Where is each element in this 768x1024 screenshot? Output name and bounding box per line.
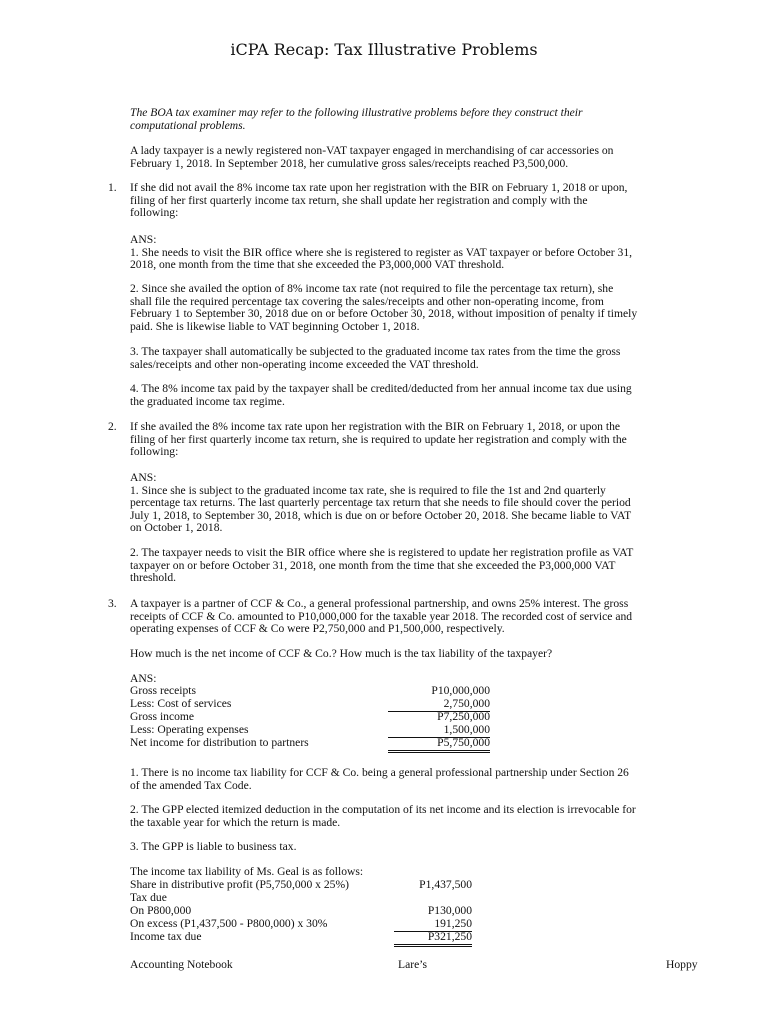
note-line: of the amended Tax Code. xyxy=(130,778,252,792)
answer-paragraph xyxy=(130,383,682,408)
scenario-line: A lady taxpayer is a newly registered non-VAT taxpayer engaged in merchandising of car accessories on xyxy=(130,144,614,157)
question-line: If she availed the 8% income tax rate upon her registration with the BIR on February 1, 2018, or upon the xyxy=(130,420,621,433)
note-line: the taxable year for which the return is made. xyxy=(130,815,341,829)
answer-line: threshold. xyxy=(130,571,177,585)
row-amount: P7,250,000 xyxy=(437,710,490,723)
answer-line: 2. Since she availed the option of 8% income tax rate (not required to file the percentage tax return), she xyxy=(130,282,614,295)
scenario-line: February 1, 2018. In September 2018, her cumulative gross sales/receipts reached P3,500,000. xyxy=(130,156,569,170)
question-line: filing of her first quarterly income tax return, she shall update her registration and comply with the xyxy=(130,193,588,207)
question-line: following: xyxy=(130,206,179,220)
footer-right: Hoppy xyxy=(666,958,698,971)
answer-line: 3. The taxpayer shall automatically be subjected to the graduated income tax rates from the time the gross xyxy=(130,345,621,358)
note-line: 3. The GPP is liable to business tax. xyxy=(130,840,297,853)
ans-label: ANS: xyxy=(130,471,157,484)
intro-note-line: The BOA tax examiner may refer to the following illustrative problems before they construct their xyxy=(130,106,583,119)
question-line: A taxpayer is a partner of CCF & Co., a general professional partnership, and owns 25% interest. The gross xyxy=(130,597,629,610)
answer-line: July 1, 2018, to September 30, 2018, which is due on or before October 20, 2018. She became liable to VAT xyxy=(130,508,632,522)
row-label: Gross income xyxy=(130,710,195,723)
answer-line: the graduated income tax regime. xyxy=(130,394,285,408)
question-line: receipts of CCF & Co. amounted to P10,000,000 for the taxable year 2018. The recorded cost of service and xyxy=(130,609,633,623)
row-label: Income tax due xyxy=(130,930,202,943)
note-line: 2. The GPP elected itemized deduction in the computation of its net income and its election is irrevocable for xyxy=(130,803,636,816)
row-label: Net income for distribution to partners xyxy=(130,736,309,749)
answer-line: sales/receipts and other non-operating income exceeded the VAT threshold. xyxy=(130,357,479,371)
question-line: operating expenses of CCF & Co were P2,750,000 and P1,500,000, respectively. xyxy=(130,622,505,636)
question-2-answer xyxy=(130,472,682,535)
note-paragraph xyxy=(130,804,682,829)
scenario-paragraph xyxy=(130,145,682,170)
question-2-text xyxy=(130,421,682,459)
liability-intro: The income tax liability of Ms. Geal is as follows: xyxy=(130,865,364,878)
answer-paragraph xyxy=(130,283,682,333)
table-row xyxy=(130,931,472,944)
row-amount: 2,750,000 xyxy=(388,698,490,712)
answer-line: 2018, one month from the time that she exceeded the P3,000,000 VAT threshold. xyxy=(130,258,505,272)
intro-note-line: computational problems. xyxy=(130,118,246,132)
row-amount: P10,000,000 xyxy=(431,684,490,697)
intro-note xyxy=(130,107,682,132)
row-label: On P800,000 xyxy=(130,904,192,917)
row-amount: P321,250 xyxy=(394,931,472,947)
answer-paragraph xyxy=(130,547,682,585)
table-row xyxy=(130,737,490,750)
answer-paragraph xyxy=(130,346,682,371)
answer-line: 2. The taxpayer needs to visit the BIR office where she is registered to update her registration profile as VAT xyxy=(130,546,634,559)
answer-line: percentage tax returns. The last quarterly percentage tax return that she needs to file should cover the period xyxy=(130,496,631,510)
net-income-table xyxy=(130,685,490,750)
row-label: Less: Operating expenses xyxy=(130,723,249,736)
question-line: If she did not avail the 8% income tax rate upon her registration with the BIR on February 1, 2018 or upon, xyxy=(130,181,628,194)
answer-line: February 1 to September 30, 2018 due on or before October 30, 2018, without imposition of penalty if timely xyxy=(130,307,638,321)
question-line: filing of her first quarterly income tax return, she is required to update her registration and comply with the xyxy=(130,432,627,446)
ans-label: ANS: xyxy=(130,233,157,246)
sub-question-line: How much is the net income of CCF & Co.? How much is the tax liability of the taxpayer? xyxy=(130,647,553,660)
answer-line: 1. She needs to visit the BIR office where she is registered to register as VAT taxpayer or before October 31, xyxy=(130,245,633,259)
question-number: 2. xyxy=(108,420,117,433)
table-row xyxy=(130,879,472,892)
row-amount: P130,000 xyxy=(427,904,472,917)
question-3-text xyxy=(130,598,682,636)
question-line: following: xyxy=(130,445,179,459)
note-line: 1. There is no income tax liability for CCF & Co. being a general professional partnership under Section 26 xyxy=(130,766,629,779)
note-paragraph xyxy=(130,841,682,854)
question-1-text xyxy=(130,182,682,220)
row-label: Share in distributive profit (P5,750,000 x 25%) xyxy=(130,878,349,891)
answer-line: shall file the required percentage tax covering the sales/receipts and other non-operating income, from xyxy=(130,294,604,308)
row-amount: 191,250 xyxy=(394,918,472,932)
sub-question xyxy=(130,648,682,661)
question-1-answer xyxy=(130,234,682,272)
footer-left: Accounting Notebook xyxy=(130,958,233,971)
row-label: Less: Cost of services xyxy=(130,697,232,710)
note-paragraph xyxy=(130,767,682,792)
footer-center: Lare’s xyxy=(398,958,427,971)
answer-line: taxpayer on or before October 31, 2018, one month from the time that she exceeded the P3,000,000 VAT xyxy=(130,558,616,572)
page-title: iCPA Recap: Tax Illustrative Problems xyxy=(230,40,538,59)
row-amount: P5,750,000 xyxy=(388,737,490,753)
answer-line: paid. She is likewise liable to VAT beginning October 1, 2018. xyxy=(130,319,420,333)
row-label: Gross receipts xyxy=(130,684,197,697)
row-amount: 1,500,000 xyxy=(388,724,490,738)
answer-line: 1. Since she is subject to the graduated income tax rate, she is required to file the 1st and 2nd quarterly xyxy=(130,483,606,497)
tax-liability-table xyxy=(130,879,472,944)
answer-line: 4. The 8% income tax paid by the taxpayer shall be credited/deducted from her annual income tax due using xyxy=(130,382,632,395)
answer-line: on October 1, 2018. xyxy=(130,521,223,535)
question-number: 3. xyxy=(108,597,117,610)
row-label: Tax due xyxy=(130,891,167,904)
ans-label: ANS: xyxy=(130,672,157,685)
row-label: On excess (P1,437,500 - P800,000) x 30% xyxy=(130,917,328,930)
row-amount: P1,437,500 xyxy=(419,878,472,891)
question-number: 1. xyxy=(108,181,117,194)
